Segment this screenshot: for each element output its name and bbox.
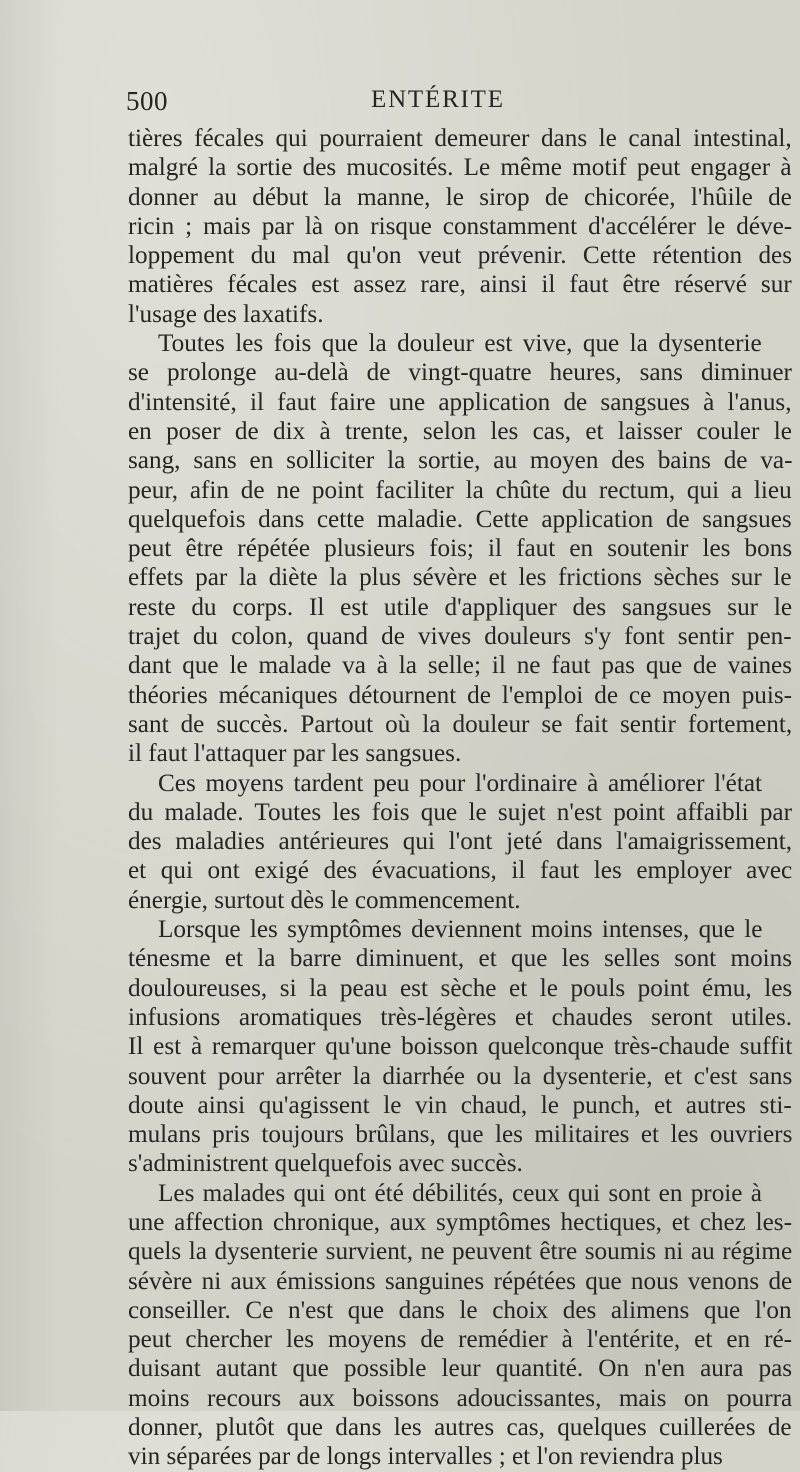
text-line: Les malades qui ont été débilités, ceux qui sont en proie à (158, 1179, 762, 1207)
text-line: infusions aromatiques très-légères et chaudes seront utiles. (128, 1003, 793, 1031)
text-line: sant de succès. Partout où la douleur se fait sentir fortement, (128, 710, 793, 738)
text-line: dant que le malade va à la selle; il ne faut pas que de vaines (128, 652, 793, 680)
text-line: donner au début la manne, le sirop de chicorée, l'hûile de (128, 183, 792, 211)
text-line: ténesme et la barre diminuent, et que les selles sont moins (128, 945, 793, 973)
body-text (128, 124, 792, 1472)
page-number: 500 (126, 86, 168, 116)
text-line: doute ainsi qu'agissent le vin chaud, le punch, et autres sti- (128, 1091, 792, 1119)
text-line: sang, sans en solliciter la sortie, au moyen des bains de va- (128, 447, 793, 475)
text-line: du malade. Toutes les fois que le sujet n'est point affaibli par (128, 798, 792, 826)
text-line: peut être répétée plusieurs fois; il faut en soutenir les bons (128, 535, 793, 563)
text-line: vin séparées par de longs intervalles ; et l'on reviendra plus (128, 1443, 723, 1471)
paragraph (128, 329, 792, 768)
paragraph (128, 769, 792, 915)
text-line: il faut l'attaquer par les sangsues. (128, 740, 462, 768)
text-line: peut chercher les moyens de remédier à l'entérite, et en ré- (128, 1326, 793, 1354)
paragraph (128, 915, 792, 1179)
text-line: conseiller. Ce n'est que dans le choix des alimens que l'on (128, 1296, 792, 1324)
text-line: l'usage des laxatifs. (128, 300, 324, 328)
text-line: malgré la sortie des mucosités. Le même motif peut engager à (128, 154, 792, 182)
text-line: en poser de dix à trente, selon les cas, et laisser couler le (128, 417, 792, 445)
text-line: donner, plutôt que dans les autres cas, quelques cuillerées de (128, 1414, 792, 1442)
text-line: des maladies antérieures qui l'ont jeté dans l'amaigrissement, (128, 828, 792, 856)
text-line: Ces moyens tardent peu pour l'ordinaire à améliorer l'état (158, 769, 763, 797)
text-line: effets par la diète la plus sévère et les frictions sèches sur le (128, 564, 792, 592)
paragraph (128, 124, 792, 329)
text-line: douloureuses, si la peau est sèche et le pouls point ému, les (128, 974, 793, 1002)
text-line: Lorsque les symptômes deviennent moins intenses, que le (158, 916, 763, 944)
text-line: reste du corps. Il est utile d'appliquer des sangsues sur le (128, 593, 793, 621)
text-line: sévère ni aux émissions sanguines répétées que nous venons de (128, 1267, 793, 1295)
text-line: trajet du colon, quand de vives douleurs s'y font sentir pen- (128, 623, 792, 651)
page-fold-shadow (0, 0, 60, 1411)
text-line: d'intensité, il faut faire une application de sangsues à l'anus, (128, 388, 792, 416)
text-line: Il est à remarquer qu'une boisson quelconque très-chaude suffit (128, 1033, 793, 1061)
text-line: se prolonge au-delà de vingt-quatre heures, sans diminuer (128, 359, 792, 387)
text-line: mulans pris toujours brûlans, que les militaires et les ouvriers (128, 1121, 793, 1149)
text-line: tières fécales qui pourraient demeurer dans le canal intestinal, (128, 125, 792, 152)
text-line: loppement du mal qu'on veut prévenir. Cette rétention des (128, 242, 793, 270)
text-line: une affection chronique, aux symptômes hectiques, et chez les- (128, 1208, 792, 1236)
text-line: ricin ; mais par là on risque constamment d'accélérer le déve- (128, 212, 793, 240)
running-head: ENTÉRITE (371, 86, 505, 113)
text-line: matières fécales est assez rare, ainsi il faut être réservé sur (128, 271, 792, 299)
text-line: moins recours aux boissons adoucissantes, mais on pourra (128, 1384, 793, 1412)
page-header (126, 86, 686, 126)
text-line: théories mécaniques détournent de l'emploi de ce moyen puis- (128, 681, 793, 709)
text-line: énergie, surtout dès le commencement. (128, 886, 521, 914)
text-line: s'administrent quelquefois avec succès. (128, 1150, 523, 1178)
paragraph (128, 1179, 792, 1472)
text-line: et qui ont exigé des évacuations, il faut les employer avec (128, 857, 793, 885)
text-line: quelquefois dans cette maladie. Cette application de sangsues (128, 505, 792, 533)
text-line: quels la dysenterie survient, ne peuvent être soumis ni au régime (128, 1238, 793, 1266)
text-line: duisant autant que possible leur quantité. On n'en aura pas (128, 1355, 793, 1383)
text-line: Toutes les fois que la douleur est vive, que la dysenterie (158, 330, 762, 358)
text-line: peur, afin de ne point faciliter la chûte du rectum, qui a lieu (128, 476, 792, 504)
text-line: souvent pour arrêter la diarrhée ou la dysenterie, et c'est sans (128, 1062, 793, 1090)
